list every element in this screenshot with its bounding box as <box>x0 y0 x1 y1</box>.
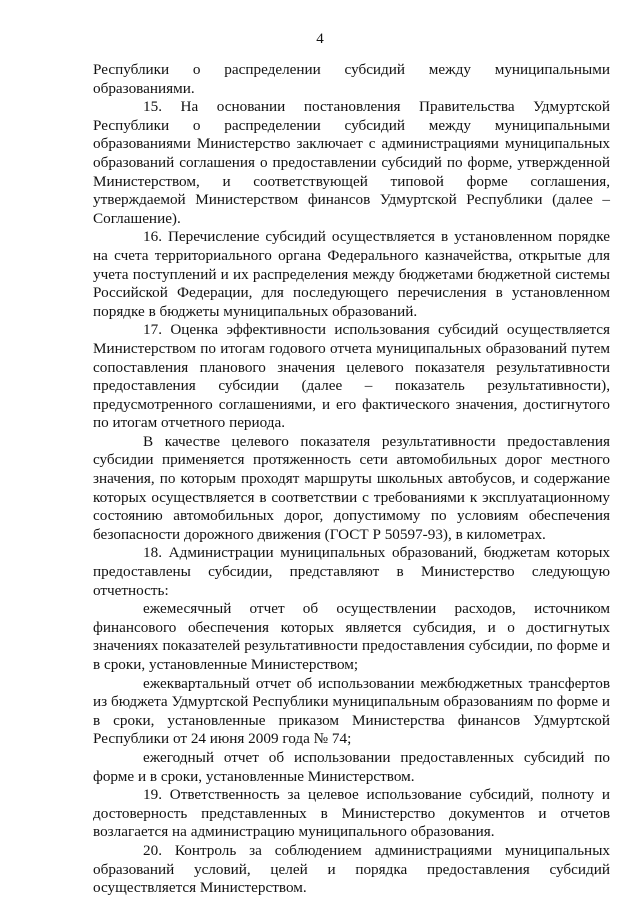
paragraph-continuation: Республики о распределении субсидий между муниципальными образованиями. <box>93 61 610 97</box>
list-item-quarterly-report: ежеквартальный отчет об использовании межбюджетных трансфертов из бюджета Удмуртской Республики муниципальным образованиям по форме и в сроки, установленные приказом Министерства финансов Удмуртской Республики от 24 июня 2009 года № 74; <box>93 674 610 748</box>
paragraph-15: 15. На основании постановления Правительства Удмуртской Республики о распределении субсидий между муниципальными образованиями Министерство заключает с администрациями муниципальных образований соглашения о предоставлении субсидий по форме, утвержденной Министерством, и соответствующей типовой форме соглашения, утверждаемой Министерством финансов Удмуртской Республики (далее – Соглашение). <box>93 98 610 227</box>
paragraph-16: 16. Перечисление субсидий осуществляется в установленном порядке на счета территориального органа Федерального казначейства, открытые для учета поступлений и их распределения между бюджетами бюджетной системы Российской Федерации, для последующего перечисления в установленном порядке в бюджеты муниципальных образований. <box>93 228 610 320</box>
paragraph-18: 18. Администрации муниципальных образований, бюджетам которых предоставлены субсидии, представляют в Министерство следующую отчетность: <box>93 544 610 599</box>
document-body <box>93 61 610 898</box>
paragraph-19: 19. Ответственность за целевое использование субсидий, полноту и достоверность представленных в Министерство документов и отчетов возлагается на администрацию муниципального образования. <box>93 786 610 841</box>
paragraph-20: 20. Контроль за соблюдением администрациями муниципальных образований условий, целей и порядка предоставления субсидий осуществляется Министерством. <box>93 841 610 897</box>
list-item-monthly-report: ежемесячный отчет об осуществлении расходов, источником финансового обеспечения которых является субсидия, и о достигнутых значениях показателей результативности предоставления субсидии, по форме и в сроки, установленные Министерством; <box>93 600 610 673</box>
paragraph-17: 17. Оценка эффективности использования субсидий осуществляется Министерством по итогам годового отчета муниципальных образований путем сопоставления планового значения целевого показателя результативности предоставления субсидии (далее – показатель результативности), предусмотренного соглашениями, и его фактического значения, достигнутого по итогам отчетного периода. <box>93 321 610 432</box>
page-number: 4 <box>316 31 324 47</box>
list-item-annual-report: ежегодный отчет об использовании предоставленных субсидий по форме и в сроки, установленные Министерством. <box>93 748 610 785</box>
paragraph-17-indicator: В качестве целевого показателя результативности предоставления субсидии применяется протяженность сети автомобильных дорог местного значения, по которым проходят маршруты школьных автобусов, и содержание которых осуществляется в соответствии с требованиями к эксплуатационному состоянию автомобильных дорог, допустимому по условиям обеспечения безопасности дорожного движения (ГОСТ Р 50597-93), в километрах. <box>93 432 610 543</box>
